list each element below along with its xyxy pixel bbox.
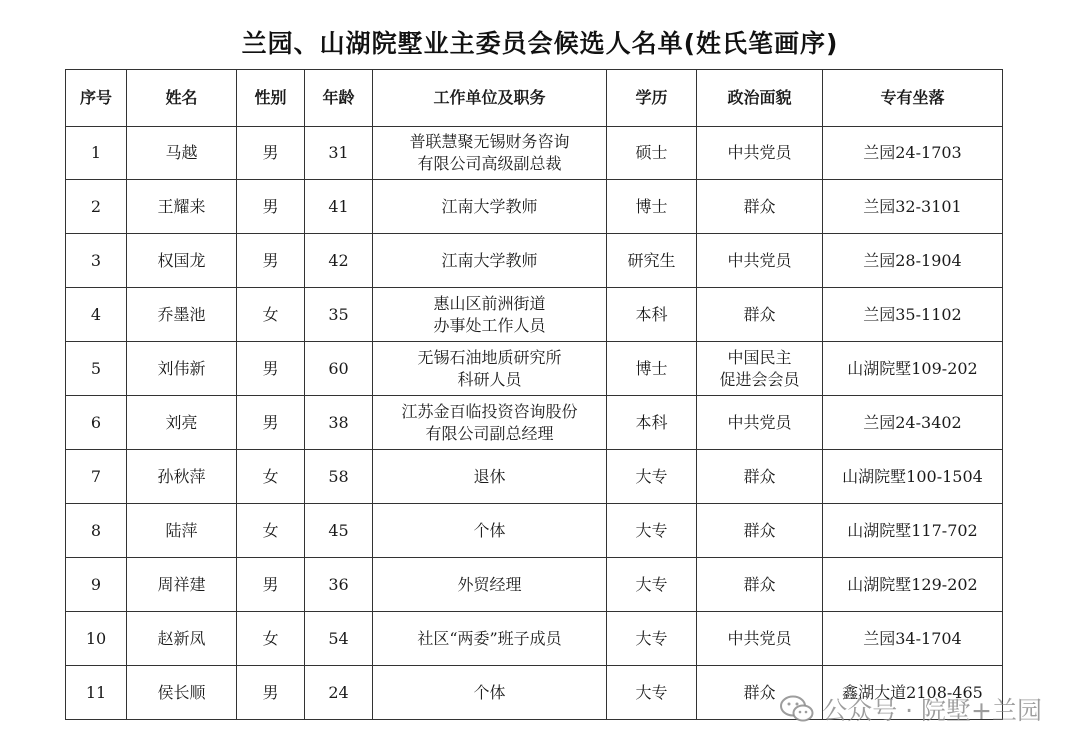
cell-name: 刘伟新	[127, 342, 237, 396]
table-row	[66, 612, 1003, 666]
cell-number: 5	[66, 342, 127, 396]
cell-political	[697, 558, 823, 612]
cell-age: 36	[305, 558, 373, 612]
cell-number: 8	[66, 504, 127, 558]
header-gender: 性别	[237, 70, 305, 127]
header-education: 学历	[607, 70, 697, 127]
cell-address: 山湖院墅117-702	[823, 504, 1003, 558]
table-row	[66, 127, 1003, 180]
cell-address: 兰园28-1904	[823, 234, 1003, 288]
cell-work-line: 有限公司高级副总裁	[417, 154, 562, 173]
cell-education: 博士	[607, 342, 697, 396]
cell-work-line: 社区“两委”班子成员	[417, 628, 562, 648]
cell-work-line: 无锡石油地质研究所	[417, 347, 562, 367]
cell-address: 兰园32-3101	[823, 180, 1003, 234]
cell-work-line: 江南大学教师	[441, 250, 538, 270]
cell-age: 45	[305, 504, 373, 558]
cell-address: 兰园34-1704	[823, 612, 1003, 666]
cell-political-line: 中国民主	[727, 347, 792, 367]
cell-education: 硕士	[607, 127, 697, 180]
table-row	[66, 504, 1003, 558]
cell-education: 大专	[607, 612, 697, 666]
table-row	[66, 180, 1003, 234]
cell-address: 山湖院墅109-202	[823, 342, 1003, 396]
cell-number: 3	[66, 234, 127, 288]
cell-gender: 女	[237, 450, 305, 504]
cell-number: 4	[66, 288, 127, 342]
cell-gender: 男	[237, 558, 305, 612]
cell-number: 6	[66, 396, 127, 450]
cell-gender: 男	[237, 342, 305, 396]
cell-number: 9	[66, 558, 127, 612]
page-title: 兰园、山湖院墅业主委员会候选人名单(姓氏笔画序)	[241, 29, 839, 58]
cell-work-line: 有限公司副总经理	[425, 423, 554, 443]
cell-address: 鑫湖大道2108-465	[823, 666, 1003, 720]
cell-age: 58	[305, 450, 373, 504]
cell-name: 王耀来	[127, 180, 237, 234]
cell-work-line: 个体	[473, 520, 506, 540]
cell-political	[697, 342, 823, 396]
cell-address: 兰园24-3402	[823, 396, 1003, 450]
cell-work-line: 普联慧聚无锡财务咨询	[409, 132, 570, 151]
cell-gender: 男	[237, 666, 305, 720]
cell-political	[697, 396, 823, 450]
cell-gender: 男	[237, 127, 305, 180]
cell-name: 刘亮	[127, 396, 237, 450]
cell-age: 38	[305, 396, 373, 450]
cell-gender: 男	[237, 234, 305, 288]
cell-address: 兰园35-1102	[823, 288, 1003, 342]
cell-political	[697, 127, 823, 180]
cell-work	[373, 127, 607, 180]
cell-work-line: 办事处工作人员	[433, 315, 546, 335]
cell-education: 大专	[607, 666, 697, 720]
watermark	[780, 691, 1042, 727]
cell-age: 60	[305, 342, 373, 396]
header-political: 政治面貌	[697, 70, 823, 127]
table-header-row	[66, 70, 1003, 127]
cell-education: 本科	[607, 396, 697, 450]
cell-work-line: 江南大学教师	[441, 196, 538, 216]
cell-political-line: 群众	[743, 196, 776, 216]
cell-work-line: 个体	[473, 682, 506, 702]
cell-gender: 女	[237, 288, 305, 342]
cell-name: 孙秋萍	[127, 450, 237, 504]
header-address: 专有坐落	[823, 70, 1003, 127]
cell-age: 41	[305, 180, 373, 234]
cell-work-line: 外贸经理	[457, 574, 522, 594]
header-name: 姓名	[127, 70, 237, 127]
cell-education: 研究生	[607, 234, 697, 288]
cell-education: 博士	[607, 180, 697, 234]
cell-political-line: 促进会会员	[719, 369, 800, 389]
cell-gender: 女	[237, 612, 305, 666]
cell-age: 31	[305, 127, 373, 180]
cell-work	[373, 558, 607, 612]
cell-gender: 女	[237, 504, 305, 558]
header-work: 工作单位及职务	[373, 70, 607, 127]
cell-age: 35	[305, 288, 373, 342]
cell-education: 大专	[607, 450, 697, 504]
cell-political-line: 群众	[743, 574, 776, 594]
cell-name: 乔墨池	[127, 288, 237, 342]
table-row	[66, 450, 1003, 504]
cell-address: 山湖院墅100-1504	[823, 450, 1003, 504]
cell-age: 42	[305, 234, 373, 288]
cell-number: 11	[66, 666, 127, 720]
table-row	[66, 558, 1003, 612]
cell-work	[373, 450, 607, 504]
header-number: 序号	[66, 70, 127, 127]
cell-gender: 男	[237, 396, 305, 450]
cell-name: 马越	[127, 127, 237, 180]
cell-address: 山湖院墅129-202	[823, 558, 1003, 612]
cell-political-line: 中共党员	[727, 412, 792, 432]
cell-work-line: 江苏金百临投资咨询股份	[401, 401, 578, 421]
cell-political	[697, 504, 823, 558]
cell-name: 周祥建	[127, 558, 237, 612]
table-body	[66, 127, 1003, 720]
cell-political	[697, 180, 823, 234]
table-row	[66, 342, 1003, 396]
cell-work	[373, 612, 607, 666]
cell-education: 本科	[607, 288, 697, 342]
cell-political-line: 中共党员	[727, 250, 792, 270]
cell-work	[373, 666, 607, 720]
cell-number: 1	[66, 127, 127, 180]
cell-age: 54	[305, 612, 373, 666]
cell-work-line: 惠山区前洲街道	[433, 293, 546, 313]
cell-political-line: 群众	[743, 304, 776, 324]
cell-address: 兰园24-1703	[823, 127, 1003, 180]
cell-work	[373, 504, 607, 558]
cell-work	[373, 180, 607, 234]
table-row	[66, 234, 1003, 288]
table-row	[66, 288, 1003, 342]
cell-political-line: 群众	[743, 466, 776, 486]
cell-work-line: 科研人员	[457, 369, 522, 389]
cell-political	[697, 288, 823, 342]
cell-political-line: 中共党员	[727, 143, 792, 162]
cell-work	[373, 342, 607, 396]
cell-work-line: 退休	[473, 466, 506, 486]
cell-name: 赵新凤	[127, 612, 237, 666]
cell-education: 大专	[607, 504, 697, 558]
cell-political	[697, 612, 823, 666]
cell-work	[373, 234, 607, 288]
cell-gender: 男	[237, 180, 305, 234]
cell-work	[373, 288, 607, 342]
cell-political	[697, 450, 823, 504]
cell-name: 权国龙	[127, 234, 237, 288]
cell-number: 10	[66, 612, 127, 666]
cell-political-line: 中共党员	[727, 628, 792, 648]
table-row	[66, 396, 1003, 450]
cell-political-line: 群众	[743, 682, 776, 702]
wechat-icon	[780, 695, 814, 723]
cell-age: 24	[305, 666, 373, 720]
header-age: 年龄	[305, 70, 373, 127]
cell-political-line: 群众	[743, 520, 776, 540]
cell-number: 2	[66, 180, 127, 234]
cell-education: 大专	[607, 558, 697, 612]
cell-name: 侯长顺	[127, 666, 237, 720]
cell-work	[373, 396, 607, 450]
candidate-table	[65, 69, 1003, 720]
cell-name: 陆萍	[127, 504, 237, 558]
watermark-text: 公众号 · 院墅+兰园	[822, 696, 1042, 725]
cell-number: 7	[66, 450, 127, 504]
cell-political	[697, 234, 823, 288]
